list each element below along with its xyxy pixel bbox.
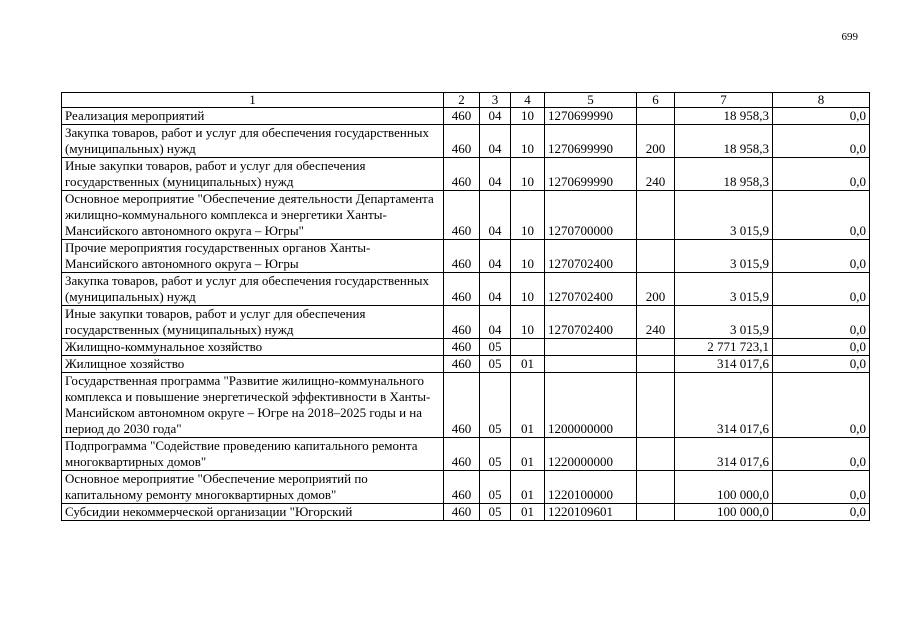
row-amount-8: 0,0 <box>773 306 870 339</box>
column-header-row <box>62 93 870 108</box>
row-amount-7: 3 015,9 <box>675 273 773 306</box>
row-name: Основное мероприятие "Обеспечение мероприятий по капитальному ремонту многоквартирных домов" <box>62 471 444 504</box>
column-header: 2 <box>444 93 480 108</box>
row-name: Иные закупки товаров, работ и услуг для обеспечения государственных (муниципальных) нужд <box>62 306 444 339</box>
row-code-4: 10 <box>511 273 545 306</box>
row-code-5: 1220000000 <box>545 438 637 471</box>
row-code-4: 10 <box>511 240 545 273</box>
row-code-2: 460 <box>444 273 480 306</box>
row-amount-8: 0,0 <box>773 158 870 191</box>
row-amount-7: 314 017,6 <box>675 356 773 373</box>
row-name: Основное мероприятие "Обеспечение деятельности Департамента жилищно-коммунального комплекса и энергетики Ханты-Мансийского автономного округа – Югры" <box>62 191 444 240</box>
table-row <box>62 191 870 240</box>
table-row <box>62 438 870 471</box>
column-header: 7 <box>675 93 773 108</box>
column-header: 4 <box>511 93 545 108</box>
row-code-3: 04 <box>480 240 511 273</box>
row-code-5: 1270702400 <box>545 306 637 339</box>
row-amount-8: 0,0 <box>773 438 870 471</box>
row-code-3: 05 <box>480 373 511 438</box>
column-header: 1 <box>62 93 444 108</box>
row-amount-7: 100 000,0 <box>675 471 773 504</box>
table-row <box>62 108 870 125</box>
row-name: Жилищное хозяйство <box>62 356 444 373</box>
row-amount-8: 0,0 <box>773 273 870 306</box>
table-row <box>62 306 870 339</box>
row-code-4: 10 <box>511 125 545 158</box>
row-code-3: 04 <box>480 108 511 125</box>
row-amount-8: 0,0 <box>773 504 870 521</box>
row-amount-8: 0,0 <box>773 108 870 125</box>
row-code-4 <box>511 339 545 356</box>
budget-table <box>61 92 870 521</box>
row-code-6 <box>637 438 675 471</box>
row-code-2: 460 <box>444 504 480 521</box>
row-code-3: 04 <box>480 158 511 191</box>
row-amount-7: 3 015,9 <box>675 306 773 339</box>
row-amount-8: 0,0 <box>773 339 870 356</box>
row-code-4: 01 <box>511 356 545 373</box>
row-name: Жилищно-коммунальное хозяйство <box>62 339 444 356</box>
row-code-5: 1270699990 <box>545 108 637 125</box>
row-amount-8: 0,0 <box>773 373 870 438</box>
row-amount-7: 314 017,6 <box>675 438 773 471</box>
row-code-2: 460 <box>444 306 480 339</box>
row-name: Субсидии некоммерческой организации "Югорский <box>62 504 444 521</box>
row-code-2: 460 <box>444 438 480 471</box>
row-code-6 <box>637 504 675 521</box>
row-name: Иные закупки товаров, работ и услуг для обеспечения государственных (муниципальных) нужд <box>62 158 444 191</box>
row-code-5: 1270700000 <box>545 191 637 240</box>
row-amount-8: 0,0 <box>773 125 870 158</box>
row-amount-7: 100 000,0 <box>675 504 773 521</box>
row-code-4: 01 <box>511 504 545 521</box>
column-header: 3 <box>480 93 511 108</box>
column-header: 8 <box>773 93 870 108</box>
row-code-5: 1270702400 <box>545 273 637 306</box>
row-code-4: 10 <box>511 108 545 125</box>
row-code-4: 10 <box>511 158 545 191</box>
table-row <box>62 273 870 306</box>
row-code-4: 10 <box>511 191 545 240</box>
table-row <box>62 240 870 273</box>
row-code-6: 200 <box>637 125 675 158</box>
row-code-5: 1220100000 <box>545 471 637 504</box>
row-code-5: 1220109601 <box>545 504 637 521</box>
row-code-2: 460 <box>444 158 480 191</box>
row-code-6 <box>637 108 675 125</box>
row-code-4: 01 <box>511 438 545 471</box>
row-code-2: 460 <box>444 339 480 356</box>
row-code-4: 01 <box>511 373 545 438</box>
table-row <box>62 125 870 158</box>
row-code-6: 240 <box>637 306 675 339</box>
row-code-3: 04 <box>480 191 511 240</box>
row-code-3: 05 <box>480 471 511 504</box>
row-amount-7: 3 015,9 <box>675 191 773 240</box>
row-name: Прочие мероприятия государственных органов Ханты-Мансийского автономного округа – Югры <box>62 240 444 273</box>
row-code-5: 1270699990 <box>545 125 637 158</box>
row-amount-7: 314 017,6 <box>675 373 773 438</box>
row-code-5: 1200000000 <box>545 373 637 438</box>
row-amount-7: 3 015,9 <box>675 240 773 273</box>
row-code-2: 460 <box>444 108 480 125</box>
row-amount-8: 0,0 <box>773 191 870 240</box>
row-code-6 <box>637 356 675 373</box>
row-code-5 <box>545 356 637 373</box>
row-name: Государственная программа "Развитие жилищно-коммунального комплекса и повышение энергетической эффективности в Ханты-Мансийском автономном округе – Югре на 2018–2025 годы и на период до 2030 года" <box>62 373 444 438</box>
row-code-6 <box>637 339 675 356</box>
row-name: Подпрограмма "Содействие проведению капитального ремонта многоквартирных домов" <box>62 438 444 471</box>
column-header: 5 <box>545 93 637 108</box>
row-code-2: 460 <box>444 191 480 240</box>
row-code-5: 1270702400 <box>545 240 637 273</box>
row-amount-8: 0,0 <box>773 471 870 504</box>
row-amount-8: 0,0 <box>773 240 870 273</box>
row-code-6 <box>637 373 675 438</box>
row-code-2: 460 <box>444 125 480 158</box>
row-code-6 <box>637 191 675 240</box>
table-row <box>62 373 870 438</box>
row-code-6 <box>637 240 675 273</box>
row-code-3: 05 <box>480 504 511 521</box>
table-row <box>62 471 870 504</box>
row-code-3: 05 <box>480 356 511 373</box>
row-code-2: 460 <box>444 471 480 504</box>
row-code-3: 04 <box>480 125 511 158</box>
row-code-4: 01 <box>511 471 545 504</box>
row-amount-7: 18 958,3 <box>675 125 773 158</box>
row-code-2: 460 <box>444 373 480 438</box>
row-code-4: 10 <box>511 306 545 339</box>
row-code-3: 05 <box>480 438 511 471</box>
row-code-3: 05 <box>480 339 511 356</box>
row-code-2: 460 <box>444 240 480 273</box>
row-code-5: 1270699990 <box>545 158 637 191</box>
row-name: Реализация мероприятий <box>62 108 444 125</box>
table-row <box>62 356 870 373</box>
row-name: Закупка товаров, работ и услуг для обеспечения государственных (муниципальных) нужд <box>62 125 444 158</box>
row-code-6: 200 <box>637 273 675 306</box>
table-row <box>62 339 870 356</box>
row-amount-7: 18 958,3 <box>675 108 773 125</box>
row-code-6: 240 <box>637 158 675 191</box>
page-number: 699 <box>841 31 858 43</box>
row-code-3: 04 <box>480 273 511 306</box>
row-code-5 <box>545 339 637 356</box>
row-name: Закупка товаров, работ и услуг для обеспечения государственных (муниципальных) нужд <box>62 273 444 306</box>
row-amount-8: 0,0 <box>773 356 870 373</box>
table-row <box>62 504 870 521</box>
row-amount-7: 2 771 723,1 <box>675 339 773 356</box>
column-header: 6 <box>637 93 675 108</box>
row-amount-7: 18 958,3 <box>675 158 773 191</box>
table-row <box>62 158 870 191</box>
row-code-6 <box>637 471 675 504</box>
row-code-2: 460 <box>444 356 480 373</box>
row-code-3: 04 <box>480 306 511 339</box>
